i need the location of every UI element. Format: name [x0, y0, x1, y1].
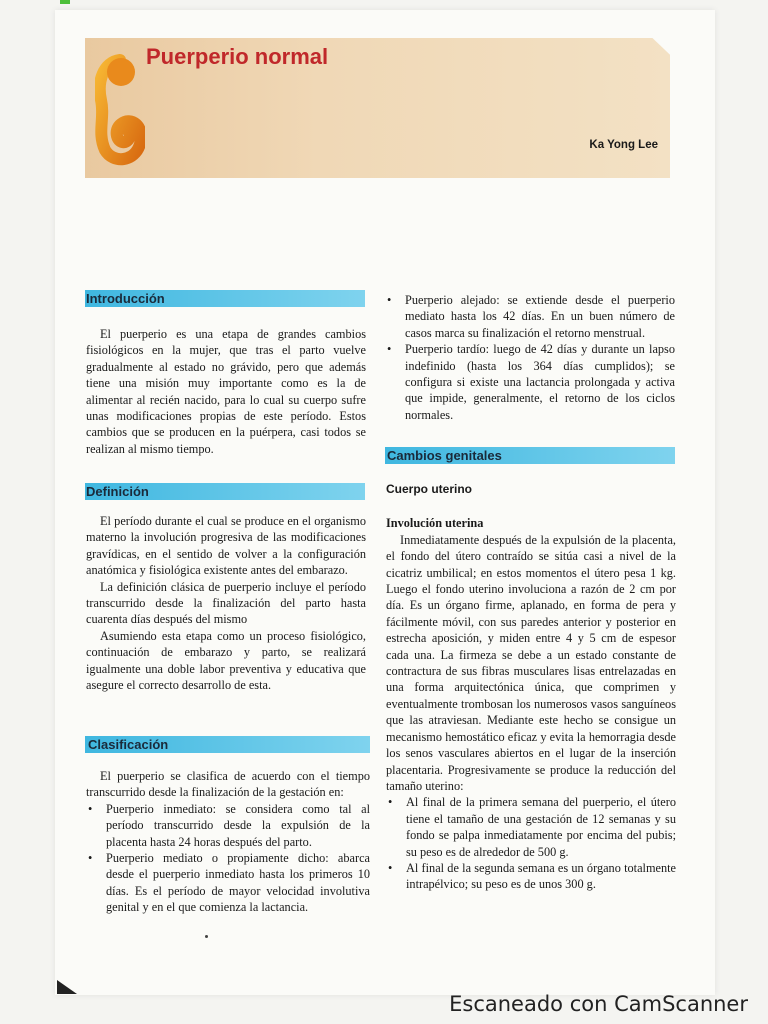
clasificacion-body	[86, 768, 370, 916]
list-item: • Puerperio inmediato: se considera como tal al período transcurrido desde la expulsión de la placenta hasta 24 horas después del parto.	[88, 801, 370, 849]
scan-corner-mark	[60, 0, 70, 4]
heading-definicion: Definición	[86, 484, 149, 499]
cambios-genitales-body	[386, 481, 676, 893]
introduccion-body	[86, 326, 366, 457]
chapter-title: Puerperio normal	[146, 44, 329, 69]
list-item: • Al final de la segunda semana es un órgano totalmente intrapélvico; su peso es de unos 300 g.	[388, 860, 676, 892]
paragraph: El puerperio se clasifica de acuerdo con el tiempo transcurrido desde la finalización de la gestación en:	[86, 769, 370, 800]
bullet: •	[387, 342, 392, 357]
page-speck	[205, 935, 208, 938]
heading-cambios-genitales: Cambios genitales	[387, 448, 502, 463]
paragraph: El puerperio es una etapa de grandes cambios fisiológicos en la mujer, que tras el parto vuelve gradualmente al estado no grávido, pero que además tiene una misión muy importante como es la de alimentar al recién nacido, para lo cual su cuerpo sufre unas modificaciones propias de este período. Estos cambios que se producen en la puérpera, casi todos se realizan al mismo tiempo.	[86, 327, 366, 456]
paragraph: La definición clásica de puerperio incluye el período transcurrido desde la finalización del parto hasta cuarenta días después del mismo	[86, 579, 366, 627]
bullet: •	[388, 795, 393, 810]
bullet: •	[387, 293, 392, 307]
bullet: •	[88, 801, 93, 816]
list-item: • Puerperio alejado: se extiende desde el puerperio mediato hasta los 42 días. En un buen número de casos marca su finalización el retorno menstrual.	[387, 293, 675, 340]
list-item: • Al final de la primera semana del puerperio, el útero tiene el tamaño de una gestación de 12 semanas y su fondo se palpa inmediatamente por encima del pubis; su peso es de alrededor de 500 g.	[388, 795, 676, 859]
camscanner-watermark: Escaneado con CamScanner	[449, 992, 748, 1016]
heading-introduccion: Introducción	[86, 291, 165, 306]
paragraph: Inmediatamente después de la expulsión de la placenta, el fondo del útero contraído se sitúa casi a nivel de la cicatriz umbilical; en estos momentos el útero pesa 1 kg. Luego el fondo uterino involuciona a razón de 2 cm por día. Es un órgano firme, aplanado, en forma de pera y fácilmente móvil, con sus paredes anterior y posterior en estrecha aposición, y miden entre 4 y 5 cm de espesor cada una. La firmeza se debe a un estado constante de contractura de sus fibras musculares lisas entrelazadas en una forma arquitectónica única, que comprimen y eventualmente trombosan los numerosos vasos sanguíneos que las atraviesan. Mediante este hecho se consigue un mecanismo hemostático eficaz y evita la hemorragia desde los senos vasculares abiertos en el lugar de la inserción placentaria. Progresivamente se produce la reducción del tamaño uterino:	[386, 532, 676, 793]
author-name: Ka Yong Lee	[589, 139, 658, 151]
heading-clasificacion: Clasificación	[88, 737, 169, 752]
subheading-involucion-uterina: Involución uterina	[386, 516, 484, 531]
page-corner-triangle	[57, 980, 77, 994]
definicion-body	[86, 513, 366, 693]
list-item: • Puerperio tardío: luego de 42 días y durante un lapso indefinido (hasta los 364 días cumplidos); se configura si existe una lactancia prolongada y activa que impide, generalmente, el retorno de los ciclos normales.	[387, 342, 675, 422]
clasificacion-continued	[385, 292, 675, 423]
spiral-logo-icon	[95, 52, 145, 167]
list-item: • Puerperio mediato o propiamente dicho: abarca desde el puerperio inmediato hasta los primeros 10 días. Es el período de mayor velocidad involutiva genital y en el que comienza la lactancia.	[88, 851, 370, 915]
paragraph: Asumiendo esta etapa como un proceso fisiológico, continuación de embarazo y parto, se realizará igualmente una doble labor preventiva y educativa que asegure el correcto desarrollo de esta.	[86, 628, 366, 693]
paragraph: El período durante el cual se produce en el organismo materno la involución progresiva de las modificaciones gravídicas, en el sentido de volver a la configuración anatómica y fisiológica existente antes del embarazo.	[86, 514, 366, 578]
bullet: •	[88, 851, 93, 866]
bullet: •	[388, 860, 393, 875]
subheading-cuerpo-uterino: Cuerpo uterino	[386, 482, 472, 496]
